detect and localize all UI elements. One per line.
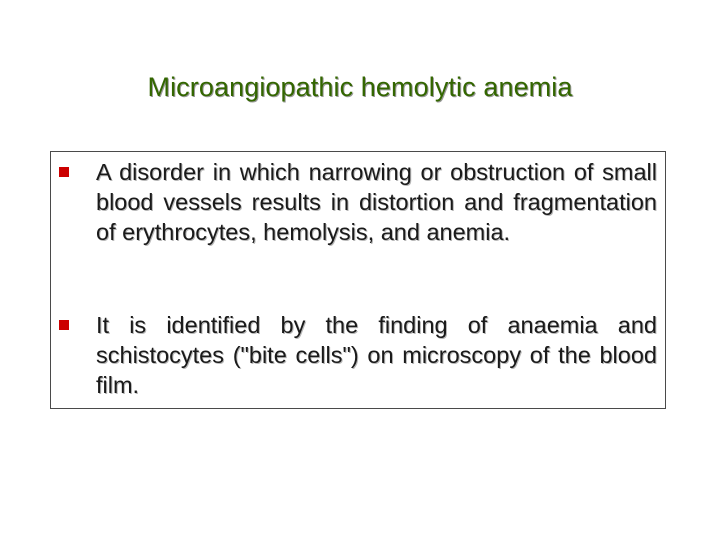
bullet-item bbox=[59, 310, 657, 400]
slide-title: Microangiopathic hemolytic anemia bbox=[147, 72, 573, 102]
bullet-text: A disorder in which narrowing or obstruction of small blood vessels results in distortion and fragmentation of erythrocytes, hemolysis, and anemia. bbox=[96, 159, 657, 245]
square-bullet-icon bbox=[59, 167, 69, 177]
square-bullet-icon bbox=[59, 320, 69, 330]
bullet-item bbox=[59, 157, 657, 247]
content-box bbox=[50, 151, 666, 409]
bullet-text: It is identified by the finding of anaemia and schistocytes ("bite cells") on microscopy of the blood film. bbox=[96, 312, 657, 398]
